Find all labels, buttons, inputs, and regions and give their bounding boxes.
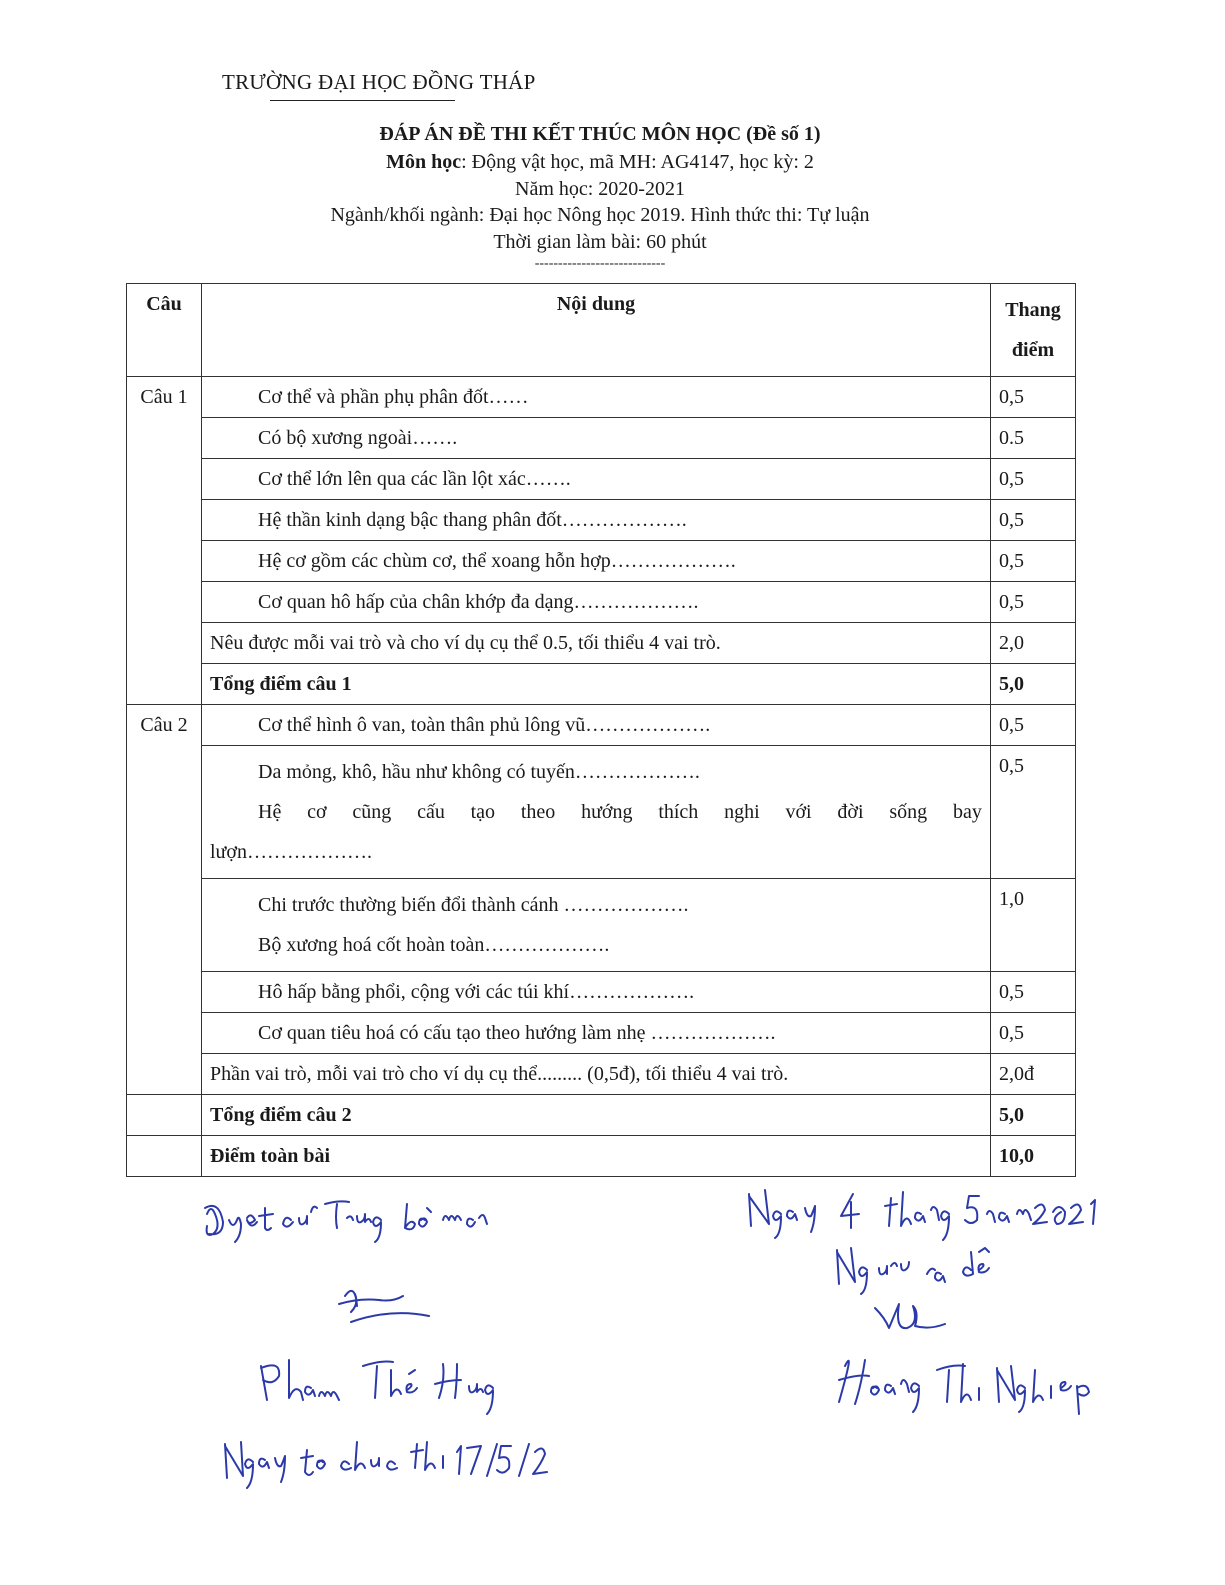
table-row xyxy=(127,1013,1076,1054)
q1-row-content: Có bộ xương ngoài……. xyxy=(202,418,991,459)
table-row xyxy=(127,879,1076,972)
word: Hệ xyxy=(258,801,282,823)
table-row xyxy=(127,418,1076,459)
word: sống xyxy=(889,801,928,823)
q2-row-content: Cơ quan tiêu hoá có cấu tạo theo hướng làm nhẹ ………………. xyxy=(202,1013,991,1054)
table-row xyxy=(127,1136,1076,1177)
q2-row-content: Cơ thể hình ô van, toàn thân phủ lông vũ………………. xyxy=(202,705,991,746)
q1-row-content: Nêu được mỗi vai trò và cho ví dụ cụ thể 0.5, tối thiểu 4 vai trò. xyxy=(202,623,991,664)
header-content: Nội dung xyxy=(202,284,991,377)
school-year: Năm học: 2020-2021 xyxy=(515,178,685,200)
q2-row-score: 0,5 xyxy=(991,705,1076,746)
subject-label: Môn học xyxy=(386,151,462,173)
q1-row-content: Cơ thể và phần phụ phân đốt…… xyxy=(202,377,991,418)
q2-total-label: Tổng điểm câu 2 xyxy=(202,1095,991,1136)
q2-row-score: 2,0đ xyxy=(991,1054,1076,1095)
table-row xyxy=(127,1054,1076,1095)
time-line: Thời gian làm bài: 60 phút xyxy=(493,231,707,253)
q2-total-score: 5,0 xyxy=(991,1095,1076,1136)
empty-cell xyxy=(127,1136,202,1177)
q1-total-score: 5,0 xyxy=(991,664,1076,705)
table-row xyxy=(127,1095,1076,1136)
q1-row-content: Cơ quan hô hấp của chân khớp đa dạng………………. xyxy=(202,582,991,623)
grand-total-label: Điểm toàn bài xyxy=(202,1136,991,1177)
table-row xyxy=(127,377,1076,418)
q1-row-score: 0,5 xyxy=(991,459,1076,500)
grand-total-score: 10,0 xyxy=(991,1136,1076,1177)
q2-forelimb-line: Chi trước thường biến đổi thành cánh ………………. xyxy=(258,894,689,916)
subject-line xyxy=(0,151,1200,174)
q2-skeleton-line: Bộ xương hoá cốt hoàn toàn………………. xyxy=(258,934,610,956)
table-header-row xyxy=(127,284,1076,377)
word: theo xyxy=(520,801,556,823)
answer-table xyxy=(126,283,1076,1177)
q2-row-score: 1,0 xyxy=(991,879,1076,972)
header-score-line2: điểm xyxy=(1011,339,1055,361)
q2-flight-line: lượn………………. xyxy=(210,841,372,863)
word: hướng xyxy=(581,801,633,823)
table-row xyxy=(127,746,1076,879)
empty-cell xyxy=(127,1095,202,1136)
word: cơ xyxy=(307,801,327,823)
setter-signature-handwriting xyxy=(735,1180,1125,1430)
subject-value: : Động vật học, mã MH: AG4147, học kỳ: 2 xyxy=(461,151,814,173)
table-row xyxy=(127,582,1076,623)
header-score-line1: Thang xyxy=(1005,299,1061,321)
q2-row-score: 0,5 xyxy=(991,972,1076,1013)
table-row xyxy=(127,500,1076,541)
word: với xyxy=(785,801,812,823)
table-row xyxy=(127,541,1076,582)
word: đời xyxy=(837,801,864,823)
q2-row-content xyxy=(202,746,991,879)
word: thích xyxy=(658,801,699,823)
q2-label: Câu 2 xyxy=(127,705,202,1095)
approval-signature-handwriting xyxy=(195,1190,575,1490)
school-underline xyxy=(270,100,455,101)
q2-row-score: 0,5 xyxy=(991,1013,1076,1054)
word: cấu xyxy=(417,801,445,823)
q2-skin-line: Da mỏng, khô, hầu như không có tuyến………………. xyxy=(258,761,700,783)
table-row xyxy=(127,459,1076,500)
q2-muscle-line xyxy=(210,792,982,832)
table-row xyxy=(127,972,1076,1013)
q1-row-content: Hệ thần kinh dạng bậc thang phân đốt………………. xyxy=(202,500,991,541)
word: cũng xyxy=(352,801,392,823)
table-row xyxy=(127,664,1076,705)
header-question: Câu xyxy=(127,284,202,377)
q1-row-score: 2,0 xyxy=(991,623,1076,664)
header-score xyxy=(991,284,1076,377)
school-name: TRƯỜNG ĐẠI HỌC ĐỒNG THÁP xyxy=(222,70,536,94)
word: nghi xyxy=(724,801,760,823)
q1-row-score: 0.5 xyxy=(991,418,1076,459)
q1-total-label: Tổng điểm câu 1 xyxy=(202,664,991,705)
q1-label: Câu 1 xyxy=(127,377,202,705)
q2-row-content: Phần vai trò, mỗi vai trò cho ví dụ cụ thể......... (0,5đ), tối thiểu 4 vai trò. xyxy=(202,1054,991,1095)
q1-row-score: 0,5 xyxy=(991,582,1076,623)
word: tạo xyxy=(470,801,496,823)
table-row xyxy=(127,705,1076,746)
major-line: Ngành/khối ngành: Đại học Nông học 2019. Hình thức thi: Tự luận xyxy=(330,204,870,226)
q1-row-content: Hệ cơ gồm các chùm cơ, thể xoang hỗn hợp………………. xyxy=(202,541,991,582)
word: bay xyxy=(952,801,982,823)
q2-row-content: Hô hấp bằng phổi, cộng với các túi khí………………. xyxy=(202,972,991,1013)
q1-row-score: 0,5 xyxy=(991,377,1076,418)
doc-title: ĐÁP ÁN ĐỀ THI KẾT THÚC MÔN HỌC (Đề số 1) xyxy=(379,123,821,145)
q1-row-score: 0,5 xyxy=(991,541,1076,582)
q2-row-score: 0,5 xyxy=(991,746,1076,879)
q1-row-content: Cơ thể lớn lên qua các lần lột xác……. xyxy=(202,459,991,500)
dash-separator: ---------------------------- xyxy=(534,256,666,271)
q1-row-score: 0,5 xyxy=(991,500,1076,541)
q2-row-content xyxy=(202,879,991,972)
table-row xyxy=(127,623,1076,664)
